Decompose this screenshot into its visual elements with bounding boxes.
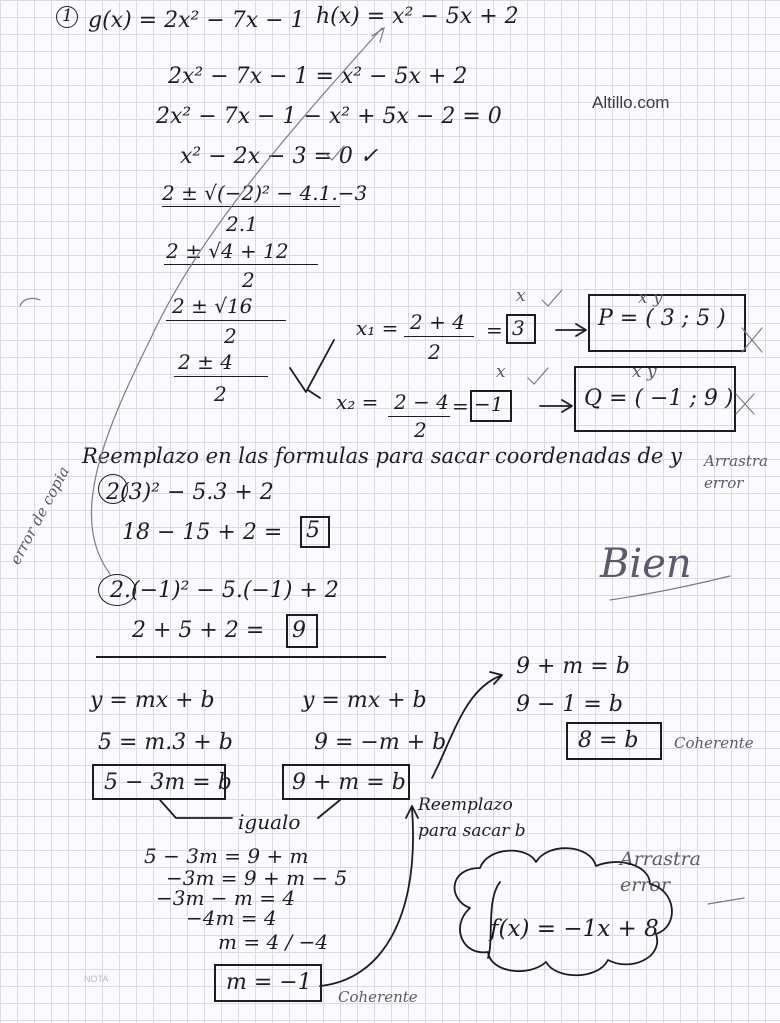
equation-step: 2x² − 7x − 1 − x² + 5x − 2 = 0 [156,104,502,129]
igualo-label: igualo [238,810,301,834]
mid-eq-boxed: 9 + m = b [292,770,406,795]
x-mark: x [516,286,526,306]
m-result: m = −1 [226,970,312,995]
mid-eq-2: 9 = −m + b [314,730,447,755]
problem-number: 1 [62,6,73,26]
teacher-note-bien: Bien [600,541,692,587]
replace-first-line: 2(3)² − 5.3 + 2 [106,480,274,505]
replace-second-value: 9 [292,618,306,643]
teacher-note-coherente: Coherente [338,988,418,1006]
point-q: Q = ( −1 ; 9 ) [584,386,734,411]
solve-m-step: −3m = 9 + m − 5 [166,866,348,890]
right-eq-1: 9 + m = b [516,654,630,679]
cross-mark [736,394,754,414]
teacher-note-arrastra: Arrastra error [620,848,702,896]
root-bracket [290,340,334,392]
replace-first-value: 5 [306,518,320,543]
h-function: h(x) = x² − 5x + 2 [316,4,519,29]
teacher-note-error-copia: error de copia [6,463,73,568]
replace-second-line: 2.(−1)² − 5.(−1) + 2 [110,578,339,603]
mid-eq-1: y = mx + b [302,688,427,713]
solve-m-step: −3m − m = 4 [156,886,296,910]
teacher-arrow [91,28,382,574]
footer-label: NOTA [84,974,109,984]
x2-equals: = [452,394,469,418]
equation-step: 2x² − 7x − 1 = x² − 5x + 2 [168,64,468,89]
arrow-to-right-block [432,676,500,778]
reemplazo-note: Reemplazo para sacar b [418,795,526,841]
quadratic-numerator: 2 ± √(−2)² − 4.1.−3 [162,181,368,205]
quadratic-denominator: 2 [242,268,255,292]
right-eq-2: 9 − 1 = b [516,692,623,717]
xy-mark: x y [632,362,657,382]
left-eq-boxed: 5 − 3m = b [104,770,232,795]
quadratic-denominator: 2 [224,324,237,348]
g-function: g(x) = 2x² − 7x − 1 [88,8,305,33]
solve-m-step: m = 4 / −4 [218,930,329,954]
x-mark: x [496,362,506,382]
equation-step: x² − 2x − 3 = 0 ✓ [180,144,379,169]
replace-first-result: 18 − 15 + 2 = [122,520,283,545]
quadratic-denominator: 2 [214,382,227,406]
x2-denominator: 2 [414,418,427,442]
quadratic-denominator: 2.1 [226,212,258,236]
replace-heading: Reemplazo en las formulas para sacar coordenadas de y [82,444,682,468]
check-mark [542,290,562,306]
xy-mark: x y [638,288,663,308]
quadratic-numerator: 2 ± √16 [172,294,253,318]
x2-value: −1 [474,392,504,416]
x1-label: x₁ = [356,316,399,340]
teacher-note-arrastra: Arrastra error [704,452,768,492]
left-eq-2: 5 = m.3 + b [98,730,233,755]
right-eq-boxed: 8 = b [578,728,639,753]
arrow-to-reemplazo [320,808,413,986]
check-mark [528,368,548,384]
cross-mark [742,328,762,352]
x2-label: x₂ = [336,390,379,414]
solve-m-step: 5 − 3m = 9 + m [144,844,309,868]
solve-m-step: −4m = 4 [186,906,277,930]
x1-denominator: 2 [428,340,441,364]
x1-value: 3 [512,316,525,340]
final-function: f(x) = −1x + 8 [490,916,659,942]
replace-second-result: 2 + 5 + 2 = [132,618,265,643]
cloud-outline [455,848,672,975]
igualo-bracket-right [318,800,340,818]
watermark: Altillo.com [592,93,670,112]
quadratic-numerator: 2 ± √4 + 12 [166,239,289,263]
check-mark [326,146,344,160]
x1-equals: = [486,318,503,342]
quadratic-numerator: 2 ± 4 [178,350,233,374]
x2-numerator: 2 − 4 [394,390,449,414]
point-p: P = ( 3 ; 5 ) [598,306,726,331]
teacher-note-coherente: Coherente [674,734,754,752]
igualo-bracket-left [160,800,232,818]
x1-numerator: 2 + 4 [410,310,465,334]
left-eq-1: y = mx + b [90,688,215,713]
